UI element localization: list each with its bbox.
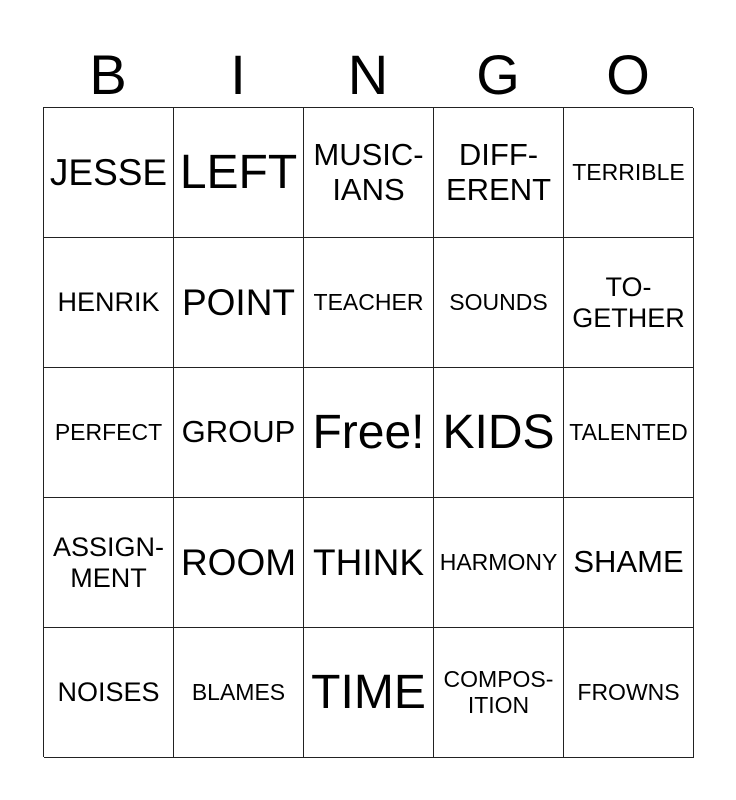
bingo-board (43, 107, 693, 757)
cell-label: DIFF- ERENT (445, 136, 552, 207)
bingo-cell[interactable] (174, 498, 304, 628)
cell-label: COMPOS- ITION (443, 665, 554, 718)
bingo-cell[interactable] (564, 368, 694, 498)
cell-label: TALENTED (569, 418, 688, 445)
bingo-cell[interactable] (304, 628, 434, 758)
cell-label: ASSIGN- MENT (52, 532, 165, 593)
cell-label: KIDS (442, 405, 555, 459)
bingo-cell[interactable] (44, 238, 174, 368)
cell-label: TO- GETHER (572, 272, 685, 333)
cell-label: SHAME (573, 544, 684, 580)
bingo-cell[interactable] (564, 108, 694, 238)
bingo-cell[interactable] (44, 108, 174, 238)
header-letter-n: N (347, 43, 389, 106)
bingo-cell[interactable] (434, 498, 564, 628)
cell-label: GROUP (181, 414, 296, 450)
bingo-cell[interactable] (434, 628, 564, 758)
cell-label: NOISES (57, 677, 160, 708)
bingo-cell[interactable] (174, 238, 304, 368)
bingo-cell[interactable] (174, 108, 304, 238)
bingo-cell[interactable] (564, 628, 694, 758)
cell-label: HARMONY (439, 548, 558, 575)
bingo-cell[interactable] (564, 238, 694, 368)
header-letter-i: I (230, 43, 246, 106)
bingo-cell[interactable] (174, 628, 304, 758)
bingo-cell[interactable] (434, 368, 564, 498)
cell-label: TEACHER (313, 288, 424, 315)
cell-label: FROWNS (577, 678, 680, 705)
cell-label: TERRIBLE (572, 158, 685, 185)
bingo-cell[interactable] (434, 238, 564, 368)
bingo-cell[interactable] (44, 628, 174, 758)
cell-label: TIME (311, 665, 426, 719)
cell-label: THINK (313, 541, 424, 583)
cell-label: POINT (181, 281, 296, 323)
bingo-cell[interactable] (304, 238, 434, 368)
header-letter-o: O (606, 43, 650, 106)
header-letter-b: B (89, 43, 127, 106)
free-space-cell[interactable] (304, 368, 434, 498)
bingo-cell[interactable] (44, 368, 174, 498)
cell-label: LEFT (179, 145, 298, 199)
cell-label: JESSE (49, 151, 168, 193)
cell-label: HENRIK (57, 287, 160, 318)
bingo-cell[interactable] (304, 498, 434, 628)
bingo-cell[interactable] (304, 108, 434, 238)
cell-label: PERFECT (54, 418, 163, 445)
bingo-cell[interactable] (434, 108, 564, 238)
cell-label: SOUNDS (449, 288, 548, 315)
cell-label: ROOM (180, 541, 297, 583)
bingo-cell[interactable] (44, 498, 174, 628)
free-space-label: Free! (312, 405, 425, 459)
cell-label: BLAMES (191, 678, 286, 705)
bingo-header (43, 44, 693, 106)
cell-label: MUSIC- IANS (313, 136, 424, 207)
bingo-cell[interactable] (174, 368, 304, 498)
bingo-cell[interactable] (564, 498, 694, 628)
header-letter-g: G (476, 43, 520, 106)
